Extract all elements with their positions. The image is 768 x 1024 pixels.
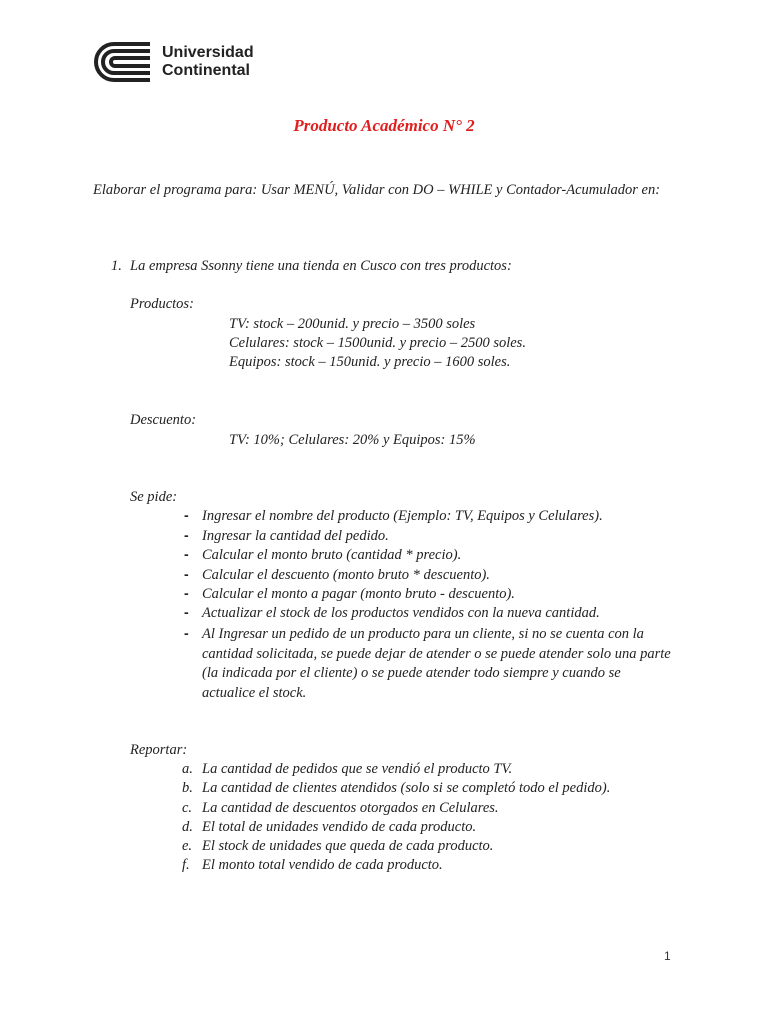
bullet-dash: - — [184, 604, 189, 620]
requirement-item-long: Al Ingresar un pedido de un producto para un cliente, si no se cuenta con la cantidad solicitada, se puede dejar de atender o se puede atender solo una parte (la indicada por el cliente) o se puede atender todo siempre y cuando se actualice el stock. — [202, 626, 671, 701]
university-logo — [92, 40, 254, 84]
logo-mark-icon — [92, 40, 152, 84]
productos-label: Productos: — [130, 296, 194, 312]
product-line-celulares: Celulares: stock – 1500unid. y precio – 2500 soles. — [229, 335, 526, 351]
requirement-item: Calcular el monto bruto (cantidad * precio). — [202, 547, 462, 563]
report-item: El total de unidades vendido de cada producto. — [202, 819, 477, 835]
bullet-dash: - — [184, 566, 189, 582]
bullet-dash: - — [184, 585, 189, 601]
requirement-item: Calcular el descuento (monto bruto * descuento). — [202, 567, 490, 583]
descuento-line: TV: 10%; Celulares: 20% y Equipos: 15% — [229, 432, 476, 448]
question-text: La empresa Ssonny tiene una tienda en Cusco con tres productos: — [130, 258, 512, 274]
report-item: El monto total vendido de cada producto. — [202, 857, 443, 873]
page-number: 1 — [664, 949, 671, 963]
report-item: La cantidad de pedidos que se vendió el producto TV. — [202, 761, 513, 777]
logo-line-1: Universidad — [162, 44, 254, 61]
requirement-item: Ingresar la cantidad del pedido. — [202, 528, 389, 544]
bullet-dash: - — [184, 625, 189, 641]
product-line-tv: TV: stock – 200unid. y precio – 3500 soles — [229, 316, 476, 332]
document-title: Producto Académico N° 2 — [293, 116, 475, 135]
report-letter: f. — [182, 857, 190, 873]
se-pide-label: Se pide: — [130, 489, 178, 505]
report-item: La cantidad de clientes atendidos (solo si se completó todo el pedido). — [202, 780, 611, 796]
product-line-equipos: Equipos: stock – 150unid. y precio – 1600 soles. — [229, 354, 511, 370]
requirement-item: Ingresar el nombre del producto (Ejemplo: TV, Equipos y Celulares). — [202, 508, 603, 524]
requirement-item: Actualizar el stock de los productos vendidos con la nueva cantidad. — [202, 605, 600, 621]
question-number: 1. — [111, 258, 122, 274]
report-letter: e. — [182, 838, 193, 854]
logo-line-2: Continental — [162, 62, 250, 79]
report-item: El stock de unidades que queda de cada producto. — [202, 838, 494, 854]
bullet-dash: - — [184, 507, 189, 523]
bullet-dash: - — [184, 546, 189, 562]
bullet-dash: - — [184, 527, 189, 543]
logo-text — [162, 44, 254, 80]
report-item: La cantidad de descuentos otorgados en Celulares. — [202, 800, 499, 816]
intro-paragraph: Elaborar el programa para: Usar MENÚ, Validar con DO – WHILE y Contador-Acumulador en: — [93, 182, 661, 198]
report-letter: b. — [182, 780, 193, 796]
report-letter: c. — [182, 800, 193, 816]
report-letter: d. — [182, 819, 193, 835]
requirement-item: Calcular el monto a pagar (monto bruto - descuento). — [202, 586, 515, 602]
report-letter: a. — [182, 761, 193, 777]
reportar-label: Reportar: — [130, 742, 188, 758]
descuento-label: Descuento: — [130, 412, 197, 428]
